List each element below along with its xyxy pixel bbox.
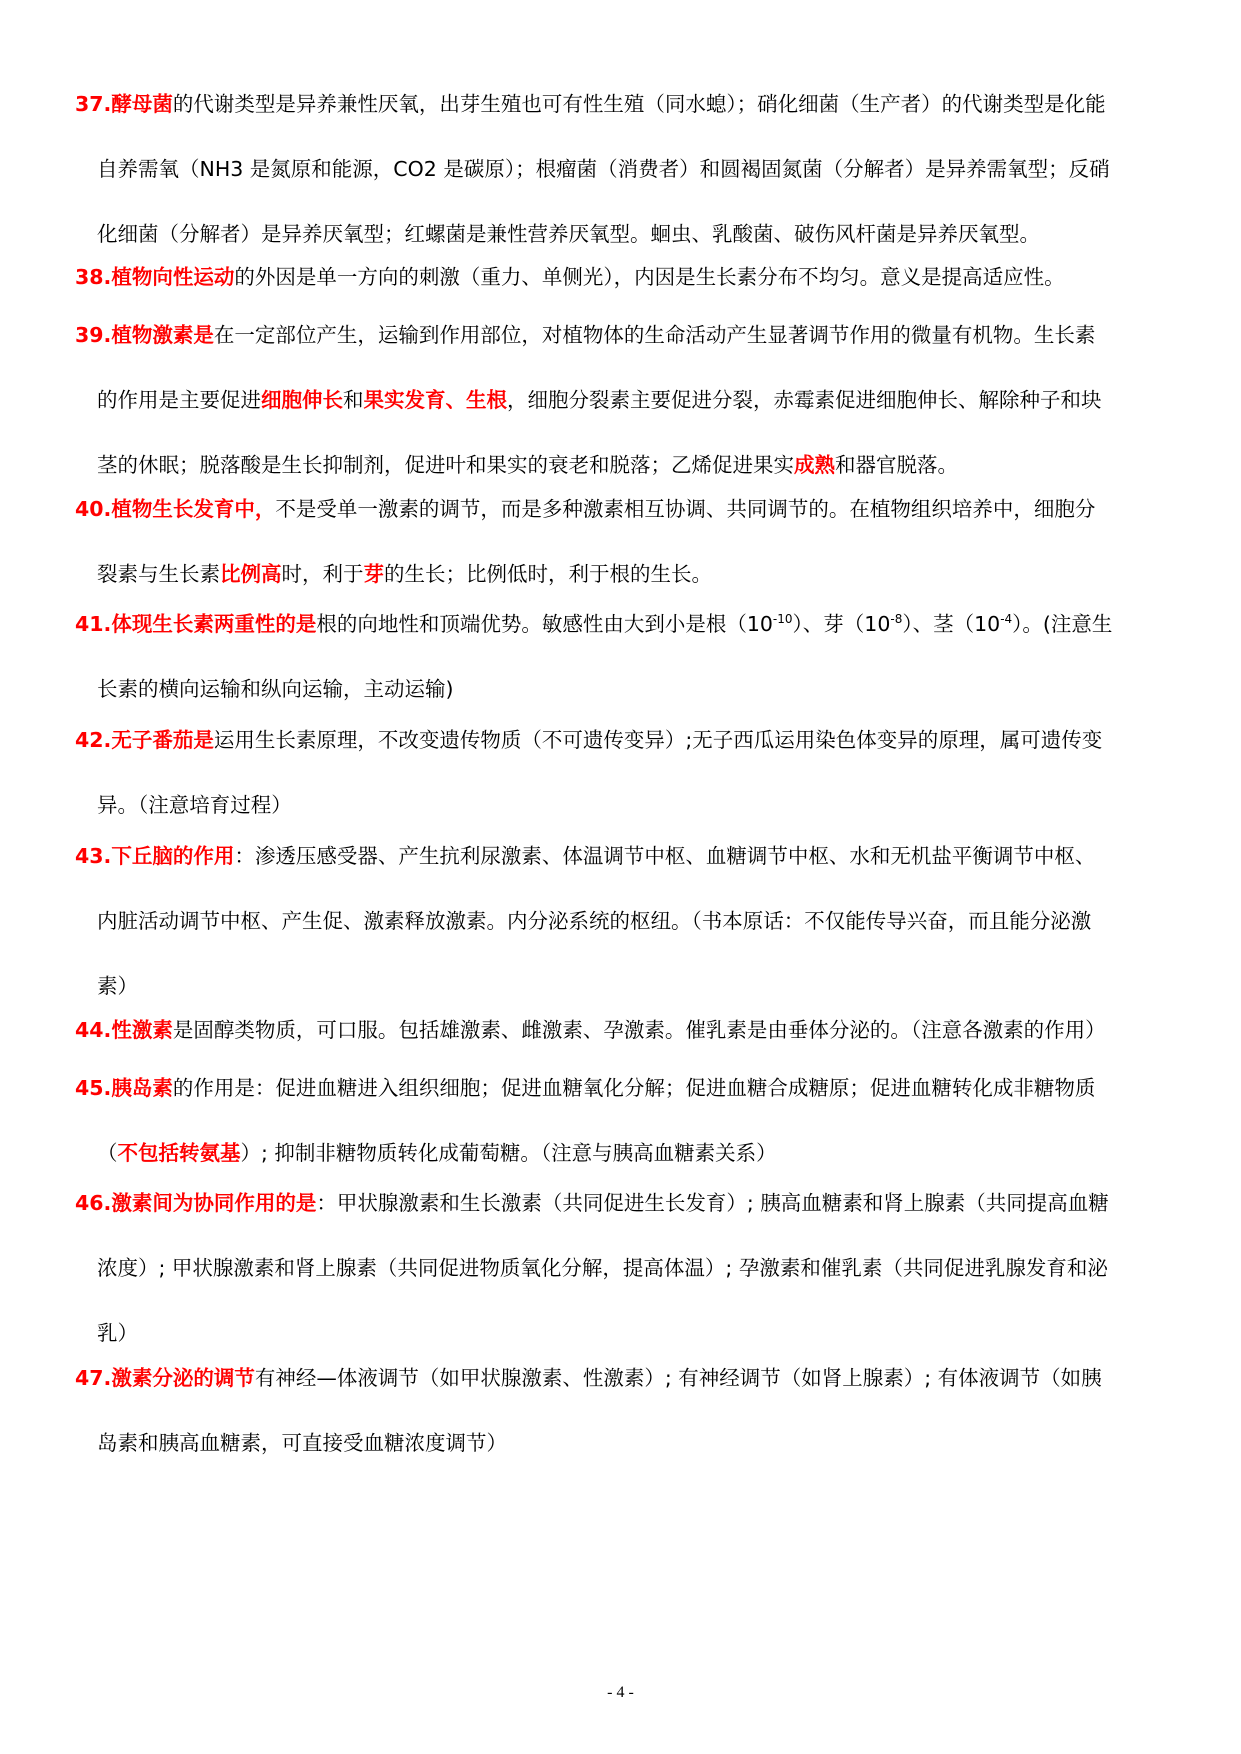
body-text: 的代谢类型是异养兼性厌氧，出芽生殖也可有性生殖（同水螅）；硝化细菌（生产者）的代谢类型是化能 xyxy=(172,92,1106,116)
item-46-line xyxy=(75,1171,1175,1236)
item-heading: 40.植物生长发育中， xyxy=(75,497,276,521)
page-number: - 4 - xyxy=(607,1684,634,1701)
item-37-line xyxy=(75,72,1175,137)
body-text: 岛素和胰高血糖素，可直接受血糖浓度调节） xyxy=(97,1431,507,1455)
body-text: 的作用是主要促进 xyxy=(97,388,261,412)
item-38-line xyxy=(75,245,1175,310)
body-text: 的外因是单一方向的刺激（重力、单侧光），内因是生长素分布不均匀。意义是提高适应性。 xyxy=(234,265,1065,289)
item-heading: 39.植物激素是 xyxy=(75,323,214,347)
item-47-line xyxy=(75,1346,1175,1411)
superscript: -4 xyxy=(1000,612,1013,627)
body-text: 时，利于 xyxy=(281,562,364,586)
item-heading: 43.下丘脑的作用 xyxy=(75,844,235,868)
item-37 xyxy=(75,72,1175,267)
body-text: 自养需氧（NH3 是氮原和能源，CO2 是碳原）；根瘤菌（消费者）和圆褐固氮菌（分解者）是异养需氧型；反硝 xyxy=(97,157,1110,181)
item-heading: 42.无子番茄是 xyxy=(75,728,214,752)
body-text: 内脏活动调节中枢、产生促、激素释放激素。内分泌系统的枢纽。（书本原话：不仅能传导兴奋，而且能分泌激 xyxy=(97,909,1092,933)
body-text: 异。（注意培育过程） xyxy=(97,793,292,817)
item-39 xyxy=(75,303,1175,498)
item-39-line xyxy=(75,368,1175,433)
item-42 xyxy=(75,708,1175,838)
highlight-text: 比例高 xyxy=(220,562,282,586)
item-42-line xyxy=(75,708,1175,773)
item-heading: 47.激素分泌的调节 xyxy=(75,1366,255,1390)
item-41 xyxy=(75,592,1175,722)
body-text: 裂素与生长素 xyxy=(97,562,220,586)
body-text: （ xyxy=(97,1141,118,1165)
body-text: 和 xyxy=(343,388,364,412)
body-text: ）、芽（10 xyxy=(792,612,891,636)
body-text: 化细菌（分解者）是异养厌氧型；红螺菌是兼性营养厌氧型。蛔虫、乳酸菌、破伤风杆菌是异养厌氧型。 xyxy=(97,222,1040,246)
body-text: 不是受单一激素的调节，而是多种激素相互协调、共同调节的。在植物组织培养中，细胞分 xyxy=(275,497,1096,521)
body-text: 和器官脱落。 xyxy=(835,453,958,477)
body-text: 浓度）; 甲状腺激素和肾上腺素（共同促进物质氧化分解，提高体温）; 孕激素和催乳素（共同促进乳腺发育和泌 xyxy=(97,1256,1108,1280)
body-text: 在一定部位产生，运输到作用部位，对植物体的生命活动产生显著调节作用的微量有机物。生长素 xyxy=(213,323,1096,347)
item-45-line xyxy=(75,1056,1175,1121)
highlight-text: 细胞伸长 xyxy=(261,388,343,412)
item-heading: 41.体现生长素两重性的是 xyxy=(75,612,317,636)
body-text: 乳） xyxy=(97,1321,138,1345)
item-43 xyxy=(75,824,1175,1019)
item-43-line xyxy=(75,889,1175,954)
body-text: 的生长；比例低时，利于根的生长。 xyxy=(384,562,712,586)
item-47 xyxy=(75,1346,1175,1476)
item-heading: 46.激素间为协同作用的是 xyxy=(75,1191,317,1215)
highlight-text: 成熟 xyxy=(794,453,835,477)
item-37-line xyxy=(75,137,1175,202)
item-41-line xyxy=(75,592,1175,657)
item-46-line xyxy=(75,1236,1175,1301)
body-text: 根的向地性和顶端优势。敏感性由大到小是根（10 xyxy=(316,612,773,636)
item-43-line xyxy=(75,824,1175,889)
item-44 xyxy=(75,998,1175,1063)
item-45 xyxy=(75,1056,1175,1186)
item-47-line xyxy=(75,1411,1175,1476)
item-46 xyxy=(75,1171,1175,1366)
body-text: 的作用是：促进血糖进入组织细胞；促进血糖氧化分解；促进血糖合成糖原；促进血糖转化成非糖物质 xyxy=(172,1076,1096,1100)
body-text: 运用生长素原理，不改变遗传物质（不可遗传变异）;无子西瓜运用染色体变异的原理，属可遗传变 xyxy=(213,728,1103,752)
body-text: 是固醇类物质，可口服。包括雄激素、雌激素、孕激素。催乳素是由垂体分泌的。（注意各激素的作用） xyxy=(172,1018,1106,1042)
body-text: 素） xyxy=(97,974,138,998)
item-heading: 45.胰岛素 xyxy=(75,1076,173,1100)
item-38 xyxy=(75,245,1175,310)
item-44-line xyxy=(75,998,1175,1063)
body-text: ：渗透压感受器、产生抗利尿激素、体温调节中枢、血糖调节中枢、水和无机盐平衡调节中枢、 xyxy=(234,844,1096,868)
body-text: ）、茎（10 xyxy=(902,612,1001,636)
highlight-text: 不包括转氨基 xyxy=(117,1141,241,1165)
highlight-text: 芽 xyxy=(363,562,384,586)
item-39-line xyxy=(75,303,1175,368)
body-text: 长素的横向运输和纵向运输，主动运输) xyxy=(97,677,454,701)
item-heading: 44.性激素 xyxy=(75,1018,173,1042)
item-heading: 38.植物向性运动 xyxy=(75,265,235,289)
body-text: 茎的休眠；脱落酸是生长抑制剂，促进叶和果实的衰老和脱落；乙烯促进果实 xyxy=(97,453,794,477)
item-40-line xyxy=(75,477,1175,542)
body-text: ）。(注意生 xyxy=(1012,612,1113,636)
item-heading: 37.酵母菌 xyxy=(75,92,173,116)
body-text: ：甲状腺激素和生长激素（共同促进生长发育）; 胰高血糖素和肾上腺素（共同提高血糖 xyxy=(316,1191,1109,1215)
body-text: ）; 抑制非糖物质转化成葡萄糖。（注意与胰高血糖素关系） xyxy=(240,1141,777,1165)
body-text: 有神经—体液调节（如甲状腺激素、性激素）; 有神经调节（如肾上腺素）; 有体液调节（如胰 xyxy=(254,1366,1102,1390)
item-40 xyxy=(75,477,1175,607)
superscript: -8 xyxy=(890,612,903,627)
superscript: -10 xyxy=(772,612,793,627)
body-text: ，细胞分裂素主要促进分裂，赤霉素促进细胞伸长、解除种子和块 xyxy=(507,388,1102,412)
highlight-text: 果实发育、生根 xyxy=(363,388,507,412)
